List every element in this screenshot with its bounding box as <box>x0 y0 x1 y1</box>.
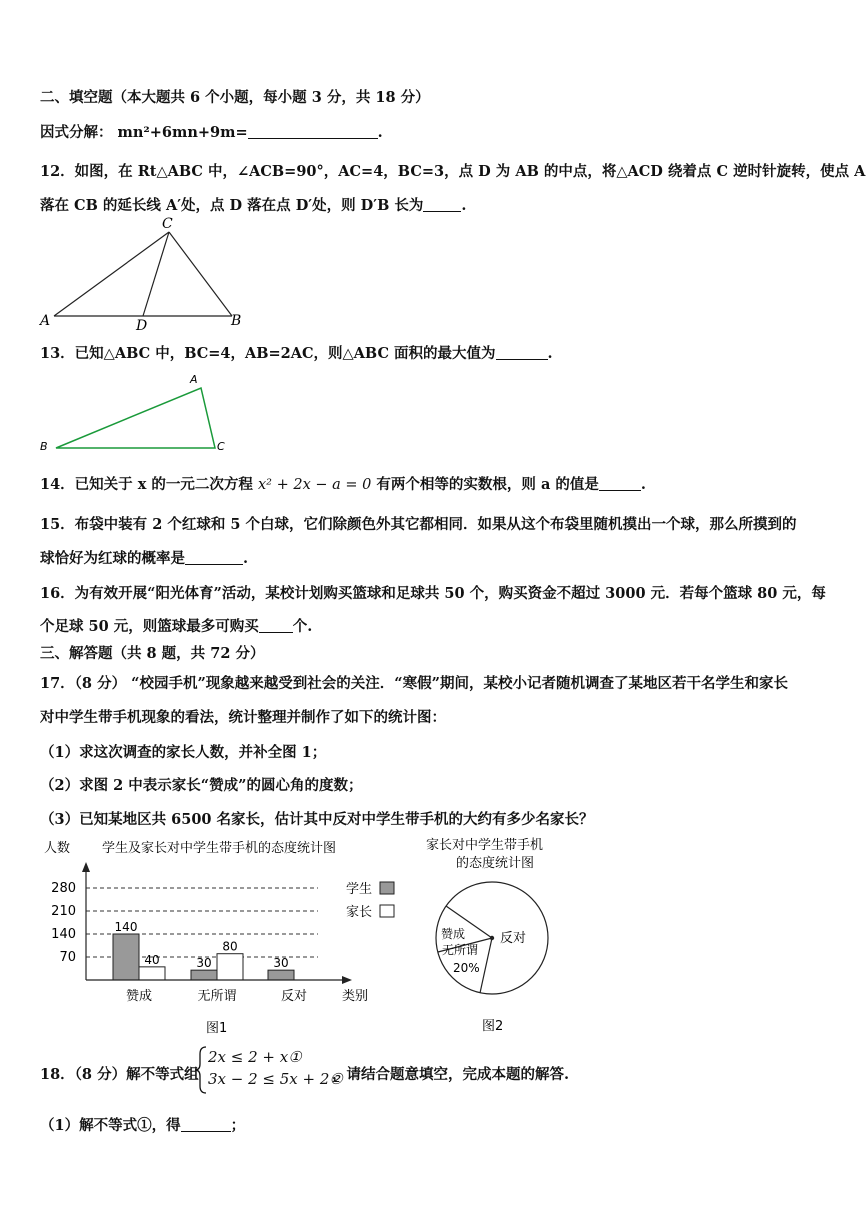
question-13-text: 13．已知△ABC 中，BC=4，AB=2AC，则△ABC 面积的最大值为 <box>40 345 496 362</box>
inequality-1: 2x ≤ 2 + x① <box>208 1048 302 1066</box>
label-a: A <box>190 373 198 386</box>
category-label: 赞成 <box>125 989 153 1004</box>
section-2-heading: 二、填空题（本大题共 6 个小题，每小题 3 分，共 18 分） <box>40 89 430 106</box>
pie-label-fandui: 反对 <box>500 931 527 946</box>
question-17-sub3: （3）已知某地区共 6500 名家长，估计其中反对中学生带手机的大约有多少名家长？ <box>40 811 594 828</box>
answer-blank-16[interactable] <box>259 618 293 633</box>
answer-blank-18-1[interactable] <box>181 1117 231 1132</box>
pie-chart-figure-2 <box>420 834 590 1038</box>
question-14-post: 有两个相等的实数根，则 a 的值是 <box>376 476 599 493</box>
bar-chart-figure-1 <box>36 832 406 1038</box>
question-14: 14．已知关于 x 的一元二次方程 x² + 2x − a = 0 有两个相等的实数根，则 a 的值是 . <box>40 476 646 493</box>
question-17-sub2: （2）求图 2 中表示家长“赞成”的圆心角的度数； <box>40 777 363 794</box>
section-3-heading: 三、解答题（共 8 题，共 72 分） <box>40 645 265 662</box>
label-c: C <box>217 440 225 453</box>
question-16-line2-text: 个足球 50 元，则篮球最多可购买 <box>40 618 259 635</box>
inequality-2: 3x − 2 ≤ 5x + 2② <box>208 1070 343 1088</box>
pie-title: 家长对中学生带手机 <box>426 838 544 853</box>
question-16-line1: 16．为有效开展“阳光体育”活动，某校计划购买篮球和足球共 50 个，购买资金不超过 3000 元．若每个篮球 80 元，每 <box>40 585 826 602</box>
question-15-line2: 球恰好为红球的概率是 . <box>40 550 249 567</box>
bar-value-label: 80 <box>222 939 238 954</box>
equation: x² + 2x − a = 0 <box>257 477 372 493</box>
legend-parent-swatch <box>380 905 394 917</box>
y-tick-label: 140 <box>51 927 76 942</box>
bar-value-label: 30 <box>196 956 212 971</box>
label-d: D <box>136 318 148 332</box>
question-18-pre-text: 18．（8 分）解不等式组 <box>40 1066 199 1083</box>
question-12-line1: 12．如图，在 Rt△ABC 中，∠ACB=90°，AC=4，BC=3，点 D 为 AB 的中点，将△ACD 绕着点 C 逆时针旋转，使点 A <box>40 163 866 180</box>
question-15-line1: 15．布袋中装有 2 个红球和 5 个白球，它们除颜色外其它都相同．如果从这个布袋里随机摸出一个球，那么所摸到的 <box>40 516 797 533</box>
y-axis-label: 人数 <box>44 841 71 856</box>
label-a: A <box>40 313 51 329</box>
triangle-figure-12 <box>36 214 248 332</box>
question-12-line2-text: 落在 CB 的延长线 A′处，点 D 落在点 D′处，则 D′B 长为 <box>40 197 424 214</box>
question-18-post: ，请结合题意填空，完成本题的解答. <box>332 1066 570 1083</box>
question-17-line2: 对中学生带手机现象的看法，统计整理并制作了如下的统计图： <box>40 709 446 726</box>
legend <box>346 881 394 920</box>
pie-label-wusuowei: 无所谓 <box>442 943 479 957</box>
inequality-system <box>208 1046 343 1090</box>
question-11: 因式分解： mn²+6mn+9m= . <box>40 124 383 141</box>
question-18-sub1: （1）解不等式①，得 ； <box>40 1117 246 1134</box>
y-tick-label: 70 <box>59 950 76 965</box>
triangle-figure-13 <box>34 370 234 456</box>
answer-blank-12[interactable] <box>423 197 461 212</box>
question-17-sub1: （1）求这次调查的家长人数，并补全图 1； <box>40 744 327 761</box>
answer-blank-14[interactable] <box>599 476 641 491</box>
x-axis-arrow <box>342 976 352 984</box>
answer-blank-13[interactable] <box>496 345 548 360</box>
answer-blank-15[interactable] <box>185 550 243 565</box>
question-15-line2-text: 球恰好为红球的概率是 <box>40 550 185 567</box>
pie-center <box>490 936 494 940</box>
question-16-line2 <box>40 615 312 636</box>
figure-2-caption: 图2 <box>482 1019 504 1034</box>
label-c: C <box>162 216 173 232</box>
figure-1-caption: 图1 <box>206 1021 228 1036</box>
bar-student <box>191 970 217 980</box>
legend-student-label: 学生 <box>346 882 373 897</box>
brace-icon <box>194 1045 208 1095</box>
bar-parent <box>217 954 243 980</box>
answer-blank-11[interactable] <box>248 124 378 139</box>
pie-subtitle: 的态度统计图 <box>456 856 535 871</box>
label-b: B <box>231 313 242 329</box>
pie-label-zancheng: 赞成 <box>441 927 466 941</box>
pie-label-percent: 20% <box>453 961 480 975</box>
question-18-sub1-text: （1）解不等式①，得 <box>40 1117 181 1134</box>
y-tick-label: 210 <box>51 904 76 919</box>
label-b: B <box>40 440 48 453</box>
legend-parent-label: 家长 <box>346 905 373 920</box>
bar-value-label: 30 <box>273 956 289 971</box>
legend-student-swatch <box>380 882 394 894</box>
bar-parent <box>139 967 165 980</box>
question-17-line1: 17．（8 分） “校园手机”现象越来越受到社会的关注．“寒假”期间，某校小记者随机调查了某地区若干名学生和家长 <box>40 675 788 692</box>
question-13: 13．已知△ABC 中，BC=4，AB=2AC，则△ABC 面积的最大值为 . <box>40 345 553 362</box>
category-label: 无所谓 <box>197 989 237 1004</box>
bar-value-label: 40 <box>144 952 160 967</box>
category-label: 反对 <box>280 989 308 1004</box>
y-axis-arrow <box>82 862 90 872</box>
question-14-pre: 14．已知关于 x 的一元二次方程 <box>40 476 253 493</box>
question-12-line2: 落在 CB 的延长线 A′处，点 D 落在点 D′处，则 D′B 长为 . <box>40 197 467 214</box>
question-11-text: 因式分解： mn²+6mn+9m= <box>40 124 248 141</box>
bar-student <box>113 934 139 980</box>
bar-student <box>268 970 294 980</box>
chart-title: 学生及家长对中学生带手机的态度统计图 <box>102 841 337 856</box>
bar-value-label: 140 <box>114 920 138 934</box>
question-18-pre <box>40 1063 199 1084</box>
x-axis-label: 类别 <box>342 989 369 1004</box>
question-16-line2-end: 个. <box>292 618 313 635</box>
y-tick-label: 280 <box>51 881 76 896</box>
